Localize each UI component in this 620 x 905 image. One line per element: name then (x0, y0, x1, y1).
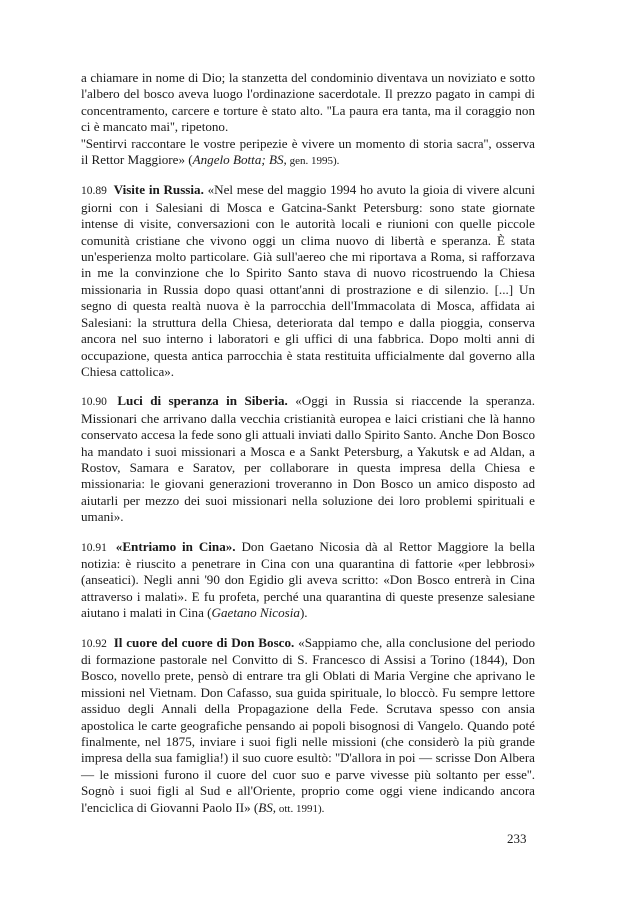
intro-quote-paragraph (81, 136, 535, 170)
section-citation-tail: ). (299, 605, 308, 621)
section-paragraph (81, 539, 535, 622)
section-citation: Gaetano Nicosia (211, 605, 300, 621)
intro-citation: Angelo Botta; BS, (192, 152, 287, 168)
section-title: Visite in Russia. (113, 182, 204, 198)
section-10-90 (81, 393, 535, 525)
section-body: Don Gaetano Nicosia dà al Rettor Maggiore la bella notizia: è riuscito a penetrare in Cina con una quarantina di fattorie «per lebbrosi» (anseatici). Negli anni '90 don Egidio gli aveva scritto: «Don Bosco entrerà in Cina attraverso i malati». E fu profeta, perché una quarantina di queste presenze salesiane aiutano i malati in Cina ( (81, 538, 535, 621)
intro-citation-date: gen. 1995). (286, 155, 340, 168)
section-10-92 (81, 635, 535, 817)
section-number: 10.91 (81, 541, 107, 554)
intro-block (81, 70, 535, 169)
section-body: «Sappiamo che, alla conclusione del periodo di formazione pastorale nel Convitto di S. Francesco di Assisi a Torino (1844), Don Bosco, novello prete, pensò di entrare tra gli Oblati di Maria Vergine che aprivano le missioni nel Vietnam. Don Cafasso, sua guida spirituale, lo bloccò. Fu sempre lettore assiduo degli Annali della Propagazione della Fede. Scrutava spesso con ansia apostolica le carte geografiche pensando ai popoli bisognosi di Vangelo. Quando poté finalmente, nel 1875, inviare i suoi figli nelle missioni (che considerò la più grande impresa della sua famiglia!) il suo cuore esultò: ''D'allora in poi — scrisse Don Albera — le missioni furono il cuore del cuor suo e parve vivesse più soltanto per esse''. Sognò i suoi figli al Sud e all'Oriente, proprio come oggi viene indicando ancora l'enciclica di Giovanni Paolo II» ( (81, 634, 536, 815)
section-body: «Oggi in Russia si riaccende la speranza. Missionari che arrivano dalla vecchia cristianità europea e laici cristiani che là hanno conservato accesa la fede sono gli attuali inviati dallo Spirito Santo. Anche Don Bosco ha mandato i suoi missionari a Mosca e a Sankt Petersburg, a Yakutsk e ad Aldan, a Rostov, Samara e Saratov, per collaborare in questa impresa della Chiesa e missionaria: le giovani generazioni troveranno in Don Bosco un amico disposto ad aiutarli per mezzo dei suoi missionari nella soluzione dei loro problemi spirituali e umani». (81, 393, 536, 525)
section-citation: BS, (258, 799, 277, 815)
section-number: 10.92 (81, 637, 107, 650)
page-body (81, 70, 535, 817)
intro-paragraph: a chiamare in nome di Dio; la stanzetta del condominio diventava un noviziato e sotto l'albero del bosco aveva luogo l'ordinazione sacerdotale. Il prezzo pagato in campi di concentramento, carcere e torture è stato alto. ''La paura era tanta, ma il coraggio non ci è mancato mai'', ripetono. (81, 70, 535, 135)
section-title: Il cuore del cuore di Don Bosco. (113, 634, 295, 650)
section-paragraph (81, 393, 535, 525)
section-body: «Nel mese del maggio 1994 ho avuto la gioia di vivere alcuni giorni con i Salesiani di Mosca e Gatcina-Sankt Petersburg: sono state giornate intense di visite, conversazioni con le autorità locali e riunioni con quelle piccole comunità cristiane che vivono oggi un clima nuovo di libertà e speranza. È stata un'esperienza molto particolare. Già sull'aereo che mi riportava a Roma, si rafforzava in me la convinzione che lo Spirito Santo stava di nuovo ricostruendo la Chiesa missionaria in Russia dopo quasi ottant'anni di prostrazione e di silenzio. [...] Un segno di questa realtà nuova è la parrocchia dell'Immacolata di Mosca, affidata ai Salesiani: la struttura della Chiesa, deteriorata dal tempo e dalla pioggia, conserva ancora nel suo interno i laboratori e gli uffici di una fabbrica. Dopo molti anni di occupazione, questa antica parrocchia è stata restituita ufficialmente dal governo alla Chiesa cattolica». (81, 182, 535, 379)
section-number: 10.90 (81, 396, 107, 409)
page-number: 233 (507, 831, 527, 846)
section-title: «Entriamo in Cina». (115, 538, 236, 554)
section-citation-tail: ott. 1991). (276, 802, 325, 815)
section-paragraph (81, 182, 535, 380)
section-10-89 (81, 182, 535, 380)
section-number: 10.89 (81, 185, 107, 198)
section-paragraph (81, 635, 535, 817)
section-title: Luci di speranza in Siberia. (117, 393, 288, 409)
intro-quote-text: ''Sentirvi raccontare le vostre peripezie è vivere un momento di storia sacra'', osserva il Rettor Maggiore» ( (81, 135, 535, 168)
section-10-91 (81, 539, 535, 622)
